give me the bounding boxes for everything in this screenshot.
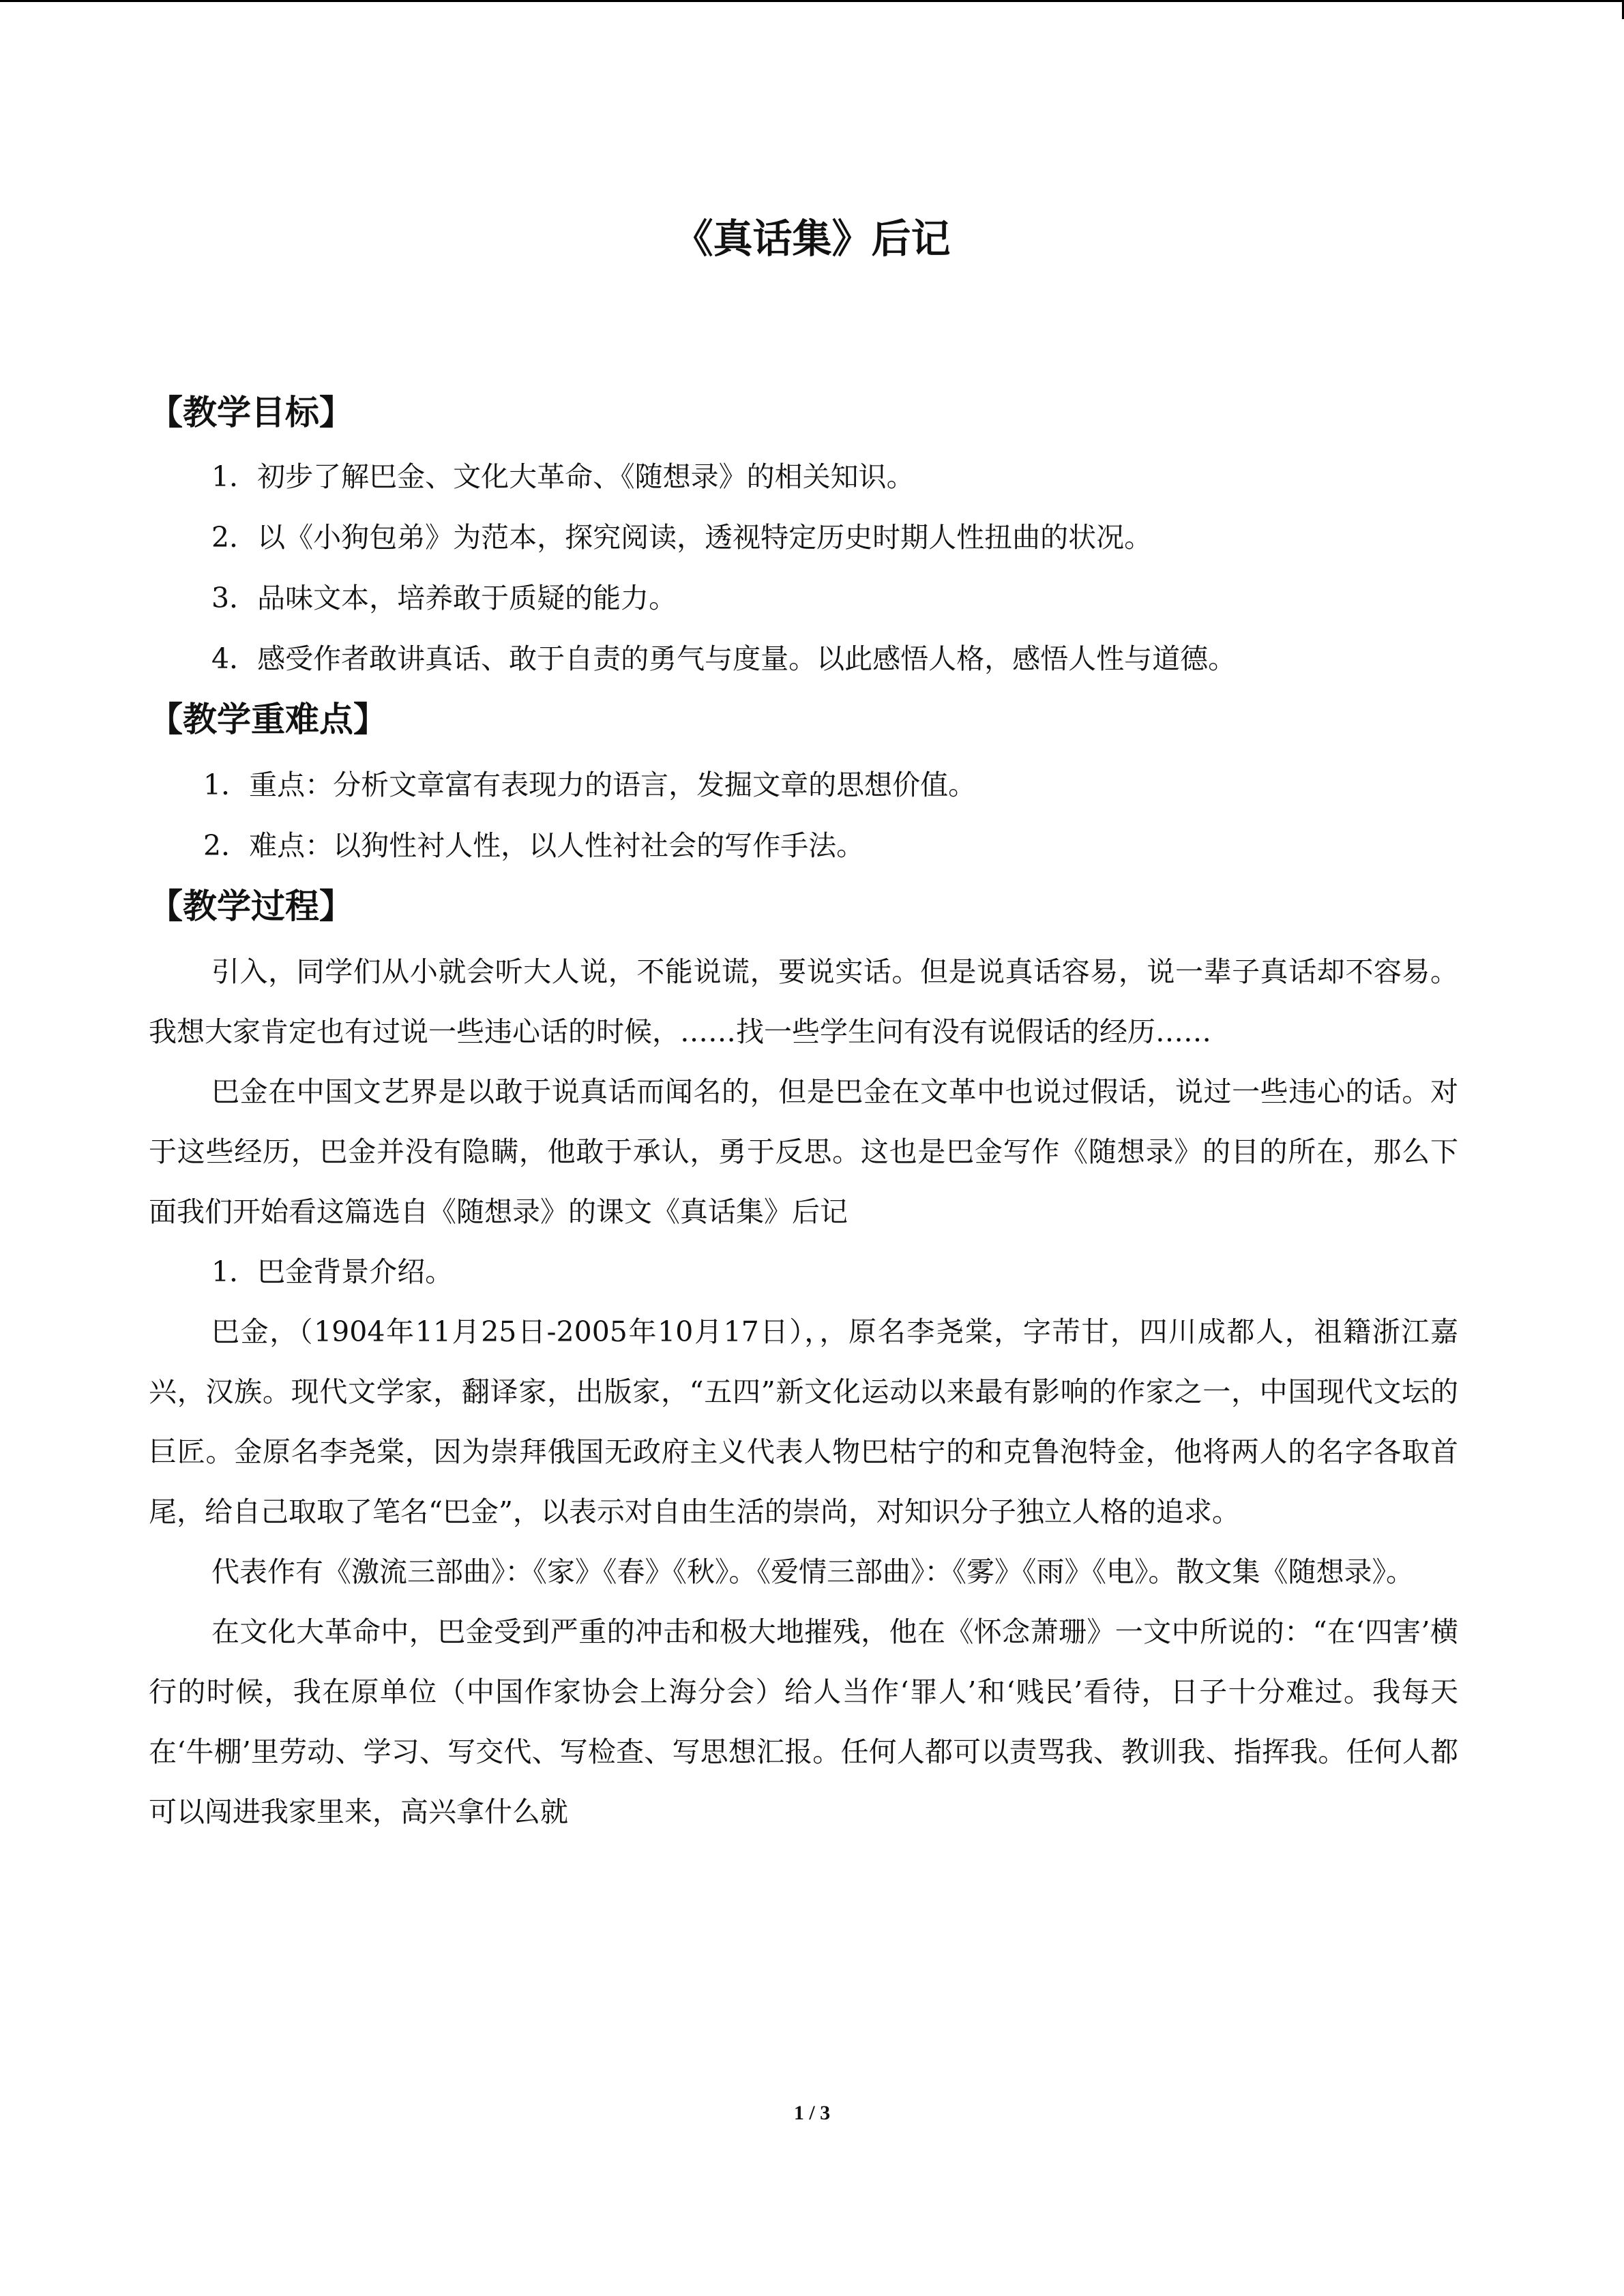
body-paragraph: 在文化大革命中，巴金受到严重的冲击和极大地摧残，他在《怀念萧珊》一文中所说的：“在‘四害’横行的时候，我在原单位（中国作家协会上海分会）给人当作‘罪人’和‘贱民’看待，日子十分难过。我每天在‘牛棚’里劳动、学习、写交代、写检查、写思想汇报。任何人都可以责骂我、教训我、指挥我。任何人都可以闯进我家里来，高兴拿什么就 [149, 1615, 1458, 1828]
key-points-list [149, 755, 1458, 876]
top-border [0, 0, 1624, 2]
goal-item: 1．初步了解巴金、文化大革命、《随想录》的相关知识。 [211, 460, 915, 493]
page-title: 《真话集》后记 [673, 215, 951, 262]
goal-item: 4．感受作者敢讲真话、敢于自责的勇气与度量。以此感悟人格，感悟人性与道德。 [211, 642, 1237, 675]
section-heading-goals: 【教学目标】 [149, 393, 353, 432]
body-paragraph: 巴金在中国文艺界是以敢于说真话而闻名的，但是巴金在文革中也说过假话，说过一些违心的话。对于这些经历，巴金并没有隐瞒，他敢于承认，勇于反思。这也是巴金写作《随想录》的目的所在，那么下面我们开始看这篇选自《随想录》的课文《真话集》后记 [149, 1075, 1458, 1228]
page-number: 1 / 3 [793, 2102, 831, 2124]
body-paragraph: 引入，同学们从小就会听大人说，不能说谎，要说实话。但是说真话容易，说一辈子真话却不容易。我想大家肯定也有过说一些违心话的时候，……找一些学生问有没有说假话的经历…… [149, 955, 1458, 1048]
body-paragraph: 巴金，（1904年11月25日-2005年10月17日），，原名李尧棠，字芾甘，四川成都人，祖籍浙江嘉兴，汉族。现代文学家，翻译家，出版家，“五四”新文化运动以来最有影响的作家之一，中国现代文坛的巨匠。金原名李尧棠，因为崇拜俄国无政府主义代表人物巴枯宁的和克鲁泡特金，他将两人的名字各取首尾，给自己取取了笔名“巴金”，以表示对自由生活的崇尚，对知识分子独立人格的追求。 [149, 1315, 1458, 1528]
body-paragraph: 1．巴金背景介绍。 [211, 1255, 454, 1288]
goal-item: 2．以《小狗包弟》为范本，探究阅读，透视特定历史时期人性扭曲的状况。 [211, 521, 1153, 554]
body-paragraph: 代表作有《激流三部曲》：《家》《春》《秋》。《爱情三部曲》：《雾》《雨》《电》。散文集《随想录》。 [211, 1555, 1414, 1588]
key-point-item: 2．难点：以狗性衬人性，以人性衬社会的写作手法。 [203, 829, 865, 862]
key-point-item: 1．重点：分析文章富有表现力的语言，发掘文章的思想价值。 [203, 769, 977, 801]
section-heading-key-points: 【教学重难点】 [149, 700, 387, 739]
goal-item: 3．品味文本，培养敢于质疑的能力。 [211, 582, 677, 614]
section-heading-process: 【教学过程】 [149, 886, 353, 926]
goals-list [149, 447, 1458, 689]
process-paragraphs [149, 942, 1458, 1842]
document-body [149, 385, 1458, 1842]
